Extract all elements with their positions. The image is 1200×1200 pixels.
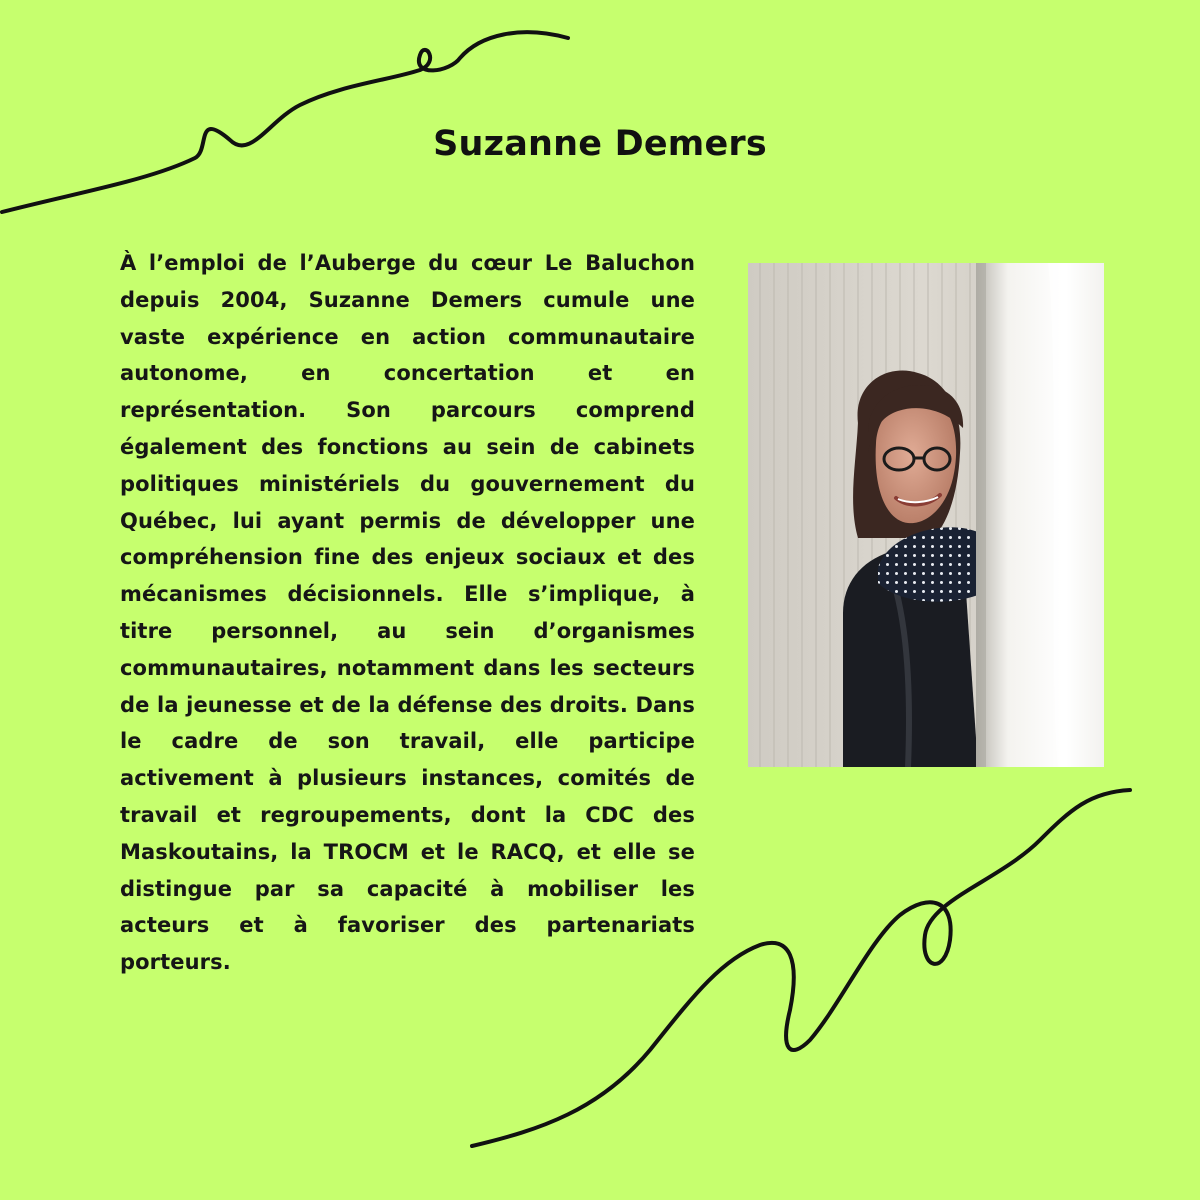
portrait-illustration — [748, 263, 1104, 767]
profile-bio: À l’emploi de l’Auberge du cœur Le Baluchon depuis 2004, Suzanne Demers cumule une vaste expérience en action communautaire autonome, en concertation et en représentation. Son parcours comprend également des fonctions au sein de cabinets politiques ministériels du gouvernement du Québec, lui ayant permis de développer une compréhension fine des enjeux sociaux et des mécanismes décisionnels. Elle s’implique, à titre personnel, au sein d’organismes communautaires, notamment dans les secteurs de la jeunesse et de la défense des droits. Dans le cadre de son travail, elle participe activement à plusieurs instances, comités de travail et regroupements, dont la CDC des Maskoutains, la TROCM et le RACQ, et elle se distingue par sa capacité à mobiliser les acteurs et à favoriser des partenariats porteurs. — [120, 251, 695, 975]
profile-name: Suzanne Demers — [433, 124, 767, 164]
profile-photo — [748, 263, 1104, 767]
